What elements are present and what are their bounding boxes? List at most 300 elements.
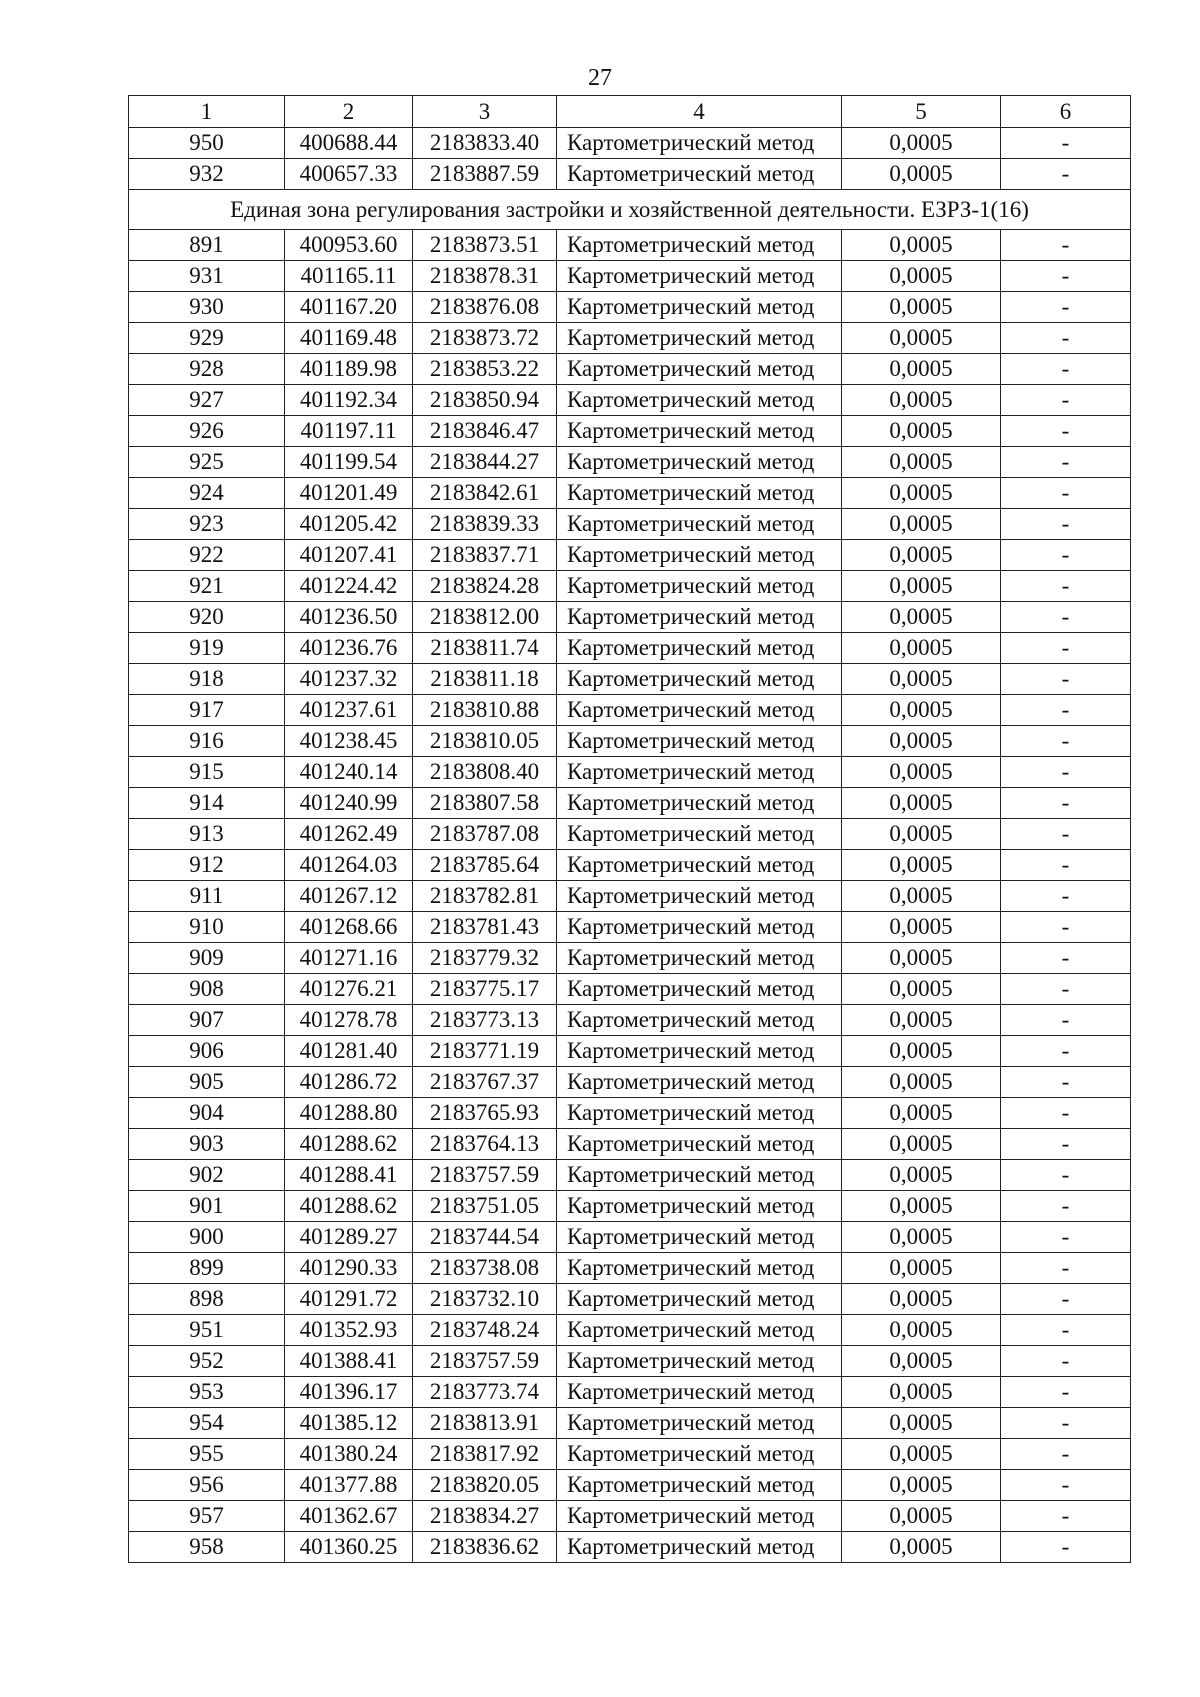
accuracy-cell: 0,0005 (842, 1129, 1001, 1160)
accuracy-cell: 0,0005 (842, 1470, 1001, 1501)
note-cell: - (1001, 881, 1131, 912)
x-coordinate-cell: 401192.34 (285, 385, 413, 416)
section-body (129, 190, 1131, 230)
y-coordinate-cell: 2183767.37 (413, 1067, 557, 1098)
note-cell: - (1001, 416, 1131, 447)
accuracy-cell: 0,0005 (842, 1377, 1001, 1408)
section-title: Единая зона регулирования застройки и хозяйственной деятельности. ЕЗРЗ-1(16) (129, 190, 1131, 230)
point-number-cell: 929 (129, 323, 285, 354)
note-cell: - (1001, 261, 1131, 292)
y-coordinate-cell: 2183765.93 (413, 1098, 557, 1129)
method-cell: Картометрический метод (557, 1129, 842, 1160)
method-cell: Картометрический метод (557, 974, 842, 1005)
table-row (129, 292, 1131, 323)
y-coordinate-cell: 2183824.28 (413, 571, 557, 602)
accuracy-cell: 0,0005 (842, 1005, 1001, 1036)
method-cell: Картометрический метод (557, 1067, 842, 1098)
method-cell: Картометрический метод (557, 261, 842, 292)
note-cell: - (1001, 974, 1131, 1005)
section-row (129, 190, 1131, 230)
x-coordinate-cell: 401205.42 (285, 509, 413, 540)
accuracy-cell: 0,0005 (842, 1036, 1001, 1067)
table-row (129, 323, 1131, 354)
method-cell: Картометрический метод (557, 416, 842, 447)
note-cell: - (1001, 540, 1131, 571)
method-cell: Картометрический метод (557, 509, 842, 540)
y-coordinate-cell: 2183757.59 (413, 1346, 557, 1377)
accuracy-cell: 0,0005 (842, 943, 1001, 974)
point-number-cell: 902 (129, 1160, 285, 1191)
note-cell: - (1001, 1315, 1131, 1346)
method-cell: Картометрический метод (557, 850, 842, 881)
y-coordinate-cell: 2183748.24 (413, 1315, 557, 1346)
note-cell: - (1001, 1191, 1131, 1222)
x-coordinate-cell: 401396.17 (285, 1377, 413, 1408)
point-number-cell: 891 (129, 230, 285, 261)
method-cell: Картометрический метод (557, 1532, 842, 1563)
y-coordinate-cell: 2183775.17 (413, 974, 557, 1005)
table-row (129, 571, 1131, 602)
note-cell: - (1001, 1005, 1131, 1036)
table-row (129, 1501, 1131, 1532)
table-row (129, 478, 1131, 509)
method-cell: Картометрический метод (557, 1160, 842, 1191)
x-coordinate-cell: 401267.12 (285, 881, 413, 912)
x-coordinate-cell: 401167.20 (285, 292, 413, 323)
point-number-cell: 919 (129, 633, 285, 664)
y-coordinate-cell: 2183811.74 (413, 633, 557, 664)
x-coordinate-cell: 401288.80 (285, 1098, 413, 1129)
header-col-4: 4 (557, 96, 842, 128)
note-cell: - (1001, 1129, 1131, 1160)
point-number-cell: 954 (129, 1408, 285, 1439)
method-cell: Картометрический метод (557, 726, 842, 757)
y-coordinate-cell: 2183839.33 (413, 509, 557, 540)
y-coordinate-cell: 2183833.40 (413, 128, 557, 159)
point-number-cell: 927 (129, 385, 285, 416)
method-cell: Картометрический метод (557, 323, 842, 354)
note-cell: - (1001, 478, 1131, 509)
x-coordinate-cell: 401189.98 (285, 354, 413, 385)
accuracy-cell: 0,0005 (842, 726, 1001, 757)
method-cell: Картометрический метод (557, 1191, 842, 1222)
table-row (129, 1284, 1131, 1315)
y-coordinate-cell: 2183837.71 (413, 540, 557, 571)
x-coordinate-cell: 401264.03 (285, 850, 413, 881)
method-cell: Картометрический метод (557, 478, 842, 509)
point-number-cell: 921 (129, 571, 285, 602)
point-number-cell: 923 (129, 509, 285, 540)
point-number-cell: 901 (129, 1191, 285, 1222)
note-cell: - (1001, 354, 1131, 385)
table-row (129, 1315, 1131, 1346)
x-coordinate-cell: 401290.33 (285, 1253, 413, 1284)
x-coordinate-cell: 401388.41 (285, 1346, 413, 1377)
note-cell: - (1001, 1408, 1131, 1439)
y-coordinate-cell: 2183842.61 (413, 478, 557, 509)
method-cell: Картометрический метод (557, 571, 842, 602)
accuracy-cell: 0,0005 (842, 323, 1001, 354)
x-coordinate-cell: 401237.32 (285, 664, 413, 695)
y-coordinate-cell: 2183810.88 (413, 695, 557, 726)
point-number-cell: 899 (129, 1253, 285, 1284)
table-row (129, 385, 1131, 416)
x-coordinate-cell: 401271.16 (285, 943, 413, 974)
y-coordinate-cell: 2183878.31 (413, 261, 557, 292)
table-row (129, 695, 1131, 726)
accuracy-cell: 0,0005 (842, 1501, 1001, 1532)
method-cell: Картометрический метод (557, 1439, 842, 1470)
y-coordinate-cell: 2183781.43 (413, 912, 557, 943)
method-cell: Картометрический метод (557, 819, 842, 850)
accuracy-cell: 0,0005 (842, 385, 1001, 416)
note-cell: - (1001, 788, 1131, 819)
y-coordinate-cell: 2183782.81 (413, 881, 557, 912)
point-number-cell: 953 (129, 1377, 285, 1408)
header-col-5: 5 (842, 96, 1001, 128)
note-cell: - (1001, 633, 1131, 664)
accuracy-cell: 0,0005 (842, 447, 1001, 478)
point-number-cell: 931 (129, 261, 285, 292)
x-coordinate-cell: 401360.25 (285, 1532, 413, 1563)
point-number-cell: 951 (129, 1315, 285, 1346)
table-row (129, 1160, 1131, 1191)
note-cell: - (1001, 1439, 1131, 1470)
note-cell: - (1001, 1222, 1131, 1253)
table-row (129, 1098, 1131, 1129)
table-row (129, 1439, 1131, 1470)
table-row (129, 159, 1131, 190)
note-cell: - (1001, 571, 1131, 602)
note-cell: - (1001, 1284, 1131, 1315)
table-row (129, 726, 1131, 757)
note-cell: - (1001, 1501, 1131, 1532)
note-cell: - (1001, 664, 1131, 695)
x-coordinate-cell: 401380.24 (285, 1439, 413, 1470)
table-row (129, 912, 1131, 943)
table-row (129, 540, 1131, 571)
accuracy-cell: 0,0005 (842, 159, 1001, 190)
x-coordinate-cell: 401352.93 (285, 1315, 413, 1346)
method-cell: Картометрический метод (557, 1098, 842, 1129)
table-row (129, 128, 1131, 159)
note-cell: - (1001, 230, 1131, 261)
note-cell: - (1001, 447, 1131, 478)
note-cell: - (1001, 1098, 1131, 1129)
note-cell: - (1001, 726, 1131, 757)
x-coordinate-cell: 401238.45 (285, 726, 413, 757)
accuracy-cell: 0,0005 (842, 912, 1001, 943)
point-number-cell: 904 (129, 1098, 285, 1129)
method-cell: Картометрический метод (557, 1346, 842, 1377)
point-number-cell: 928 (129, 354, 285, 385)
method-cell: Картометрический метод (557, 292, 842, 323)
header-col-2: 2 (285, 96, 413, 128)
note-cell: - (1001, 323, 1131, 354)
accuracy-cell: 0,0005 (842, 664, 1001, 695)
table-row (129, 416, 1131, 447)
point-number-cell: 913 (129, 819, 285, 850)
table-row (129, 757, 1131, 788)
point-number-cell: 956 (129, 1470, 285, 1501)
x-coordinate-cell: 401281.40 (285, 1036, 413, 1067)
table-header (129, 96, 1131, 128)
table-row (129, 261, 1131, 292)
accuracy-cell: 0,0005 (842, 819, 1001, 850)
x-coordinate-cell: 401288.62 (285, 1129, 413, 1160)
method-cell: Картометрический метод (557, 1253, 842, 1284)
accuracy-cell: 0,0005 (842, 695, 1001, 726)
table-body-before-section (129, 128, 1131, 190)
point-number-cell: 950 (129, 128, 285, 159)
x-coordinate-cell: 400657.33 (285, 159, 413, 190)
note-cell: - (1001, 850, 1131, 881)
table-row (129, 633, 1131, 664)
table-row (129, 1005, 1131, 1036)
accuracy-cell: 0,0005 (842, 354, 1001, 385)
accuracy-cell: 0,0005 (842, 1222, 1001, 1253)
note-cell: - (1001, 292, 1131, 323)
x-coordinate-cell: 401224.42 (285, 571, 413, 602)
point-number-cell: 957 (129, 1501, 285, 1532)
x-coordinate-cell: 400953.60 (285, 230, 413, 261)
accuracy-cell: 0,0005 (842, 1439, 1001, 1470)
method-cell: Картометрический метод (557, 1222, 842, 1253)
method-cell: Картометрический метод (557, 881, 842, 912)
x-coordinate-cell: 401278.78 (285, 1005, 413, 1036)
accuracy-cell: 0,0005 (842, 571, 1001, 602)
header-col-3: 3 (413, 96, 557, 128)
x-coordinate-cell: 401240.14 (285, 757, 413, 788)
table-row (129, 1377, 1131, 1408)
y-coordinate-cell: 2183887.59 (413, 159, 557, 190)
y-coordinate-cell: 2183771.19 (413, 1036, 557, 1067)
point-number-cell: 925 (129, 447, 285, 478)
x-coordinate-cell: 401237.61 (285, 695, 413, 726)
method-cell: Картометрический метод (557, 943, 842, 974)
method-cell: Картометрический метод (557, 664, 842, 695)
note-cell: - (1001, 1470, 1131, 1501)
note-cell: - (1001, 912, 1131, 943)
method-cell: Картометрический метод (557, 1315, 842, 1346)
accuracy-cell: 0,0005 (842, 1067, 1001, 1098)
point-number-cell: 958 (129, 1532, 285, 1563)
point-number-cell: 915 (129, 757, 285, 788)
y-coordinate-cell: 2183779.32 (413, 943, 557, 974)
x-coordinate-cell: 401362.67 (285, 1501, 413, 1532)
table-row (129, 850, 1131, 881)
point-number-cell: 909 (129, 943, 285, 974)
x-coordinate-cell: 401268.66 (285, 912, 413, 943)
y-coordinate-cell: 2183807.58 (413, 788, 557, 819)
table-row (129, 1129, 1131, 1160)
point-number-cell: 911 (129, 881, 285, 912)
accuracy-cell: 0,0005 (842, 757, 1001, 788)
accuracy-cell: 0,0005 (842, 974, 1001, 1005)
table-row (129, 1408, 1131, 1439)
point-number-cell: 907 (129, 1005, 285, 1036)
table-row (129, 230, 1131, 261)
y-coordinate-cell: 2183808.40 (413, 757, 557, 788)
method-cell: Картометрический метод (557, 385, 842, 416)
table-row (129, 664, 1131, 695)
x-coordinate-cell: 401289.27 (285, 1222, 413, 1253)
point-number-cell: 906 (129, 1036, 285, 1067)
point-number-cell: 922 (129, 540, 285, 571)
table-row (129, 1470, 1131, 1501)
accuracy-cell: 0,0005 (842, 788, 1001, 819)
x-coordinate-cell: 401288.41 (285, 1160, 413, 1191)
y-coordinate-cell: 2183744.54 (413, 1222, 557, 1253)
y-coordinate-cell: 2183846.47 (413, 416, 557, 447)
method-cell: Картометрический метод (557, 447, 842, 478)
table-body-after-section (129, 230, 1131, 1563)
method-cell: Картометрический метод (557, 602, 842, 633)
note-cell: - (1001, 1067, 1131, 1098)
y-coordinate-cell: 2183834.27 (413, 1501, 557, 1532)
method-cell: Картометрический метод (557, 540, 842, 571)
x-coordinate-cell: 401207.41 (285, 540, 413, 571)
y-coordinate-cell: 2183773.74 (413, 1377, 557, 1408)
x-coordinate-cell: 400688.44 (285, 128, 413, 159)
accuracy-cell: 0,0005 (842, 850, 1001, 881)
accuracy-cell: 0,0005 (842, 478, 1001, 509)
point-number-cell: 926 (129, 416, 285, 447)
note-cell: - (1001, 819, 1131, 850)
x-coordinate-cell: 401236.50 (285, 602, 413, 633)
x-coordinate-cell: 401385.12 (285, 1408, 413, 1439)
table-row (129, 1346, 1131, 1377)
method-cell: Картометрический метод (557, 1036, 842, 1067)
note-cell: - (1001, 1346, 1131, 1377)
accuracy-cell: 0,0005 (842, 602, 1001, 633)
y-coordinate-cell: 2183812.00 (413, 602, 557, 633)
table-row (129, 354, 1131, 385)
point-number-cell: 917 (129, 695, 285, 726)
table-row (129, 881, 1131, 912)
accuracy-cell: 0,0005 (842, 230, 1001, 261)
y-coordinate-cell: 2183817.92 (413, 1439, 557, 1470)
table-row (129, 788, 1131, 819)
page-number: 27 (588, 65, 612, 91)
accuracy-cell: 0,0005 (842, 1346, 1001, 1377)
point-number-cell: 918 (129, 664, 285, 695)
y-coordinate-cell: 2183876.08 (413, 292, 557, 323)
y-coordinate-cell: 2183738.08 (413, 1253, 557, 1284)
y-coordinate-cell: 2183810.05 (413, 726, 557, 757)
header-row (129, 96, 1131, 128)
accuracy-cell: 0,0005 (842, 1253, 1001, 1284)
point-number-cell: 910 (129, 912, 285, 943)
method-cell: Картометрический метод (557, 1377, 842, 1408)
point-number-cell: 955 (129, 1439, 285, 1470)
accuracy-cell: 0,0005 (842, 128, 1001, 159)
method-cell: Картометрический метод (557, 633, 842, 664)
method-cell: Картометрический метод (557, 788, 842, 819)
note-cell: - (1001, 695, 1131, 726)
method-cell: Картометрический метод (557, 230, 842, 261)
method-cell: Картометрический метод (557, 912, 842, 943)
x-coordinate-cell: 401201.49 (285, 478, 413, 509)
table-row (129, 819, 1131, 850)
point-number-cell: 916 (129, 726, 285, 757)
method-cell: Картометрический метод (557, 159, 842, 190)
accuracy-cell: 0,0005 (842, 1315, 1001, 1346)
method-cell: Картометрический метод (557, 1408, 842, 1439)
table-row (129, 1067, 1131, 1098)
method-cell: Картометрический метод (557, 1470, 842, 1501)
x-coordinate-cell: 401291.72 (285, 1284, 413, 1315)
y-coordinate-cell: 2183787.08 (413, 819, 557, 850)
accuracy-cell: 0,0005 (842, 416, 1001, 447)
y-coordinate-cell: 2183820.05 (413, 1470, 557, 1501)
x-coordinate-cell: 401286.72 (285, 1067, 413, 1098)
accuracy-cell: 0,0005 (842, 881, 1001, 912)
note-cell: - (1001, 1532, 1131, 1563)
table-row (129, 602, 1131, 633)
accuracy-cell: 0,0005 (842, 509, 1001, 540)
note-cell: - (1001, 602, 1131, 633)
point-number-cell: 900 (129, 1222, 285, 1253)
coordinates-table (128, 95, 1131, 1563)
x-coordinate-cell: 401197.11 (285, 416, 413, 447)
note-cell: - (1001, 1377, 1131, 1408)
y-coordinate-cell: 2183813.91 (413, 1408, 557, 1439)
table-row (129, 447, 1131, 478)
note-cell: - (1001, 509, 1131, 540)
y-coordinate-cell: 2183873.51 (413, 230, 557, 261)
y-coordinate-cell: 2183751.05 (413, 1191, 557, 1222)
method-cell: Картометрический метод (557, 1501, 842, 1532)
method-cell: Картометрический метод (557, 354, 842, 385)
note-cell: - (1001, 1253, 1131, 1284)
note-cell: - (1001, 1160, 1131, 1191)
x-coordinate-cell: 401377.88 (285, 1470, 413, 1501)
method-cell: Картометрический метод (557, 695, 842, 726)
x-coordinate-cell: 401262.49 (285, 819, 413, 850)
note-cell: - (1001, 943, 1131, 974)
table-row (129, 1222, 1131, 1253)
table-row (129, 1532, 1131, 1563)
y-coordinate-cell: 2183785.64 (413, 850, 557, 881)
x-coordinate-cell: 401169.48 (285, 323, 413, 354)
table-row (129, 943, 1131, 974)
table-row (129, 1036, 1131, 1067)
y-coordinate-cell: 2183732.10 (413, 1284, 557, 1315)
method-cell: Картометрический метод (557, 128, 842, 159)
accuracy-cell: 0,0005 (842, 1160, 1001, 1191)
accuracy-cell: 0,0005 (842, 540, 1001, 571)
header-col-6: 6 (1001, 96, 1131, 128)
note-cell: - (1001, 159, 1131, 190)
method-cell: Картометрический метод (557, 757, 842, 788)
point-number-cell: 905 (129, 1067, 285, 1098)
method-cell: Картометрический метод (557, 1284, 842, 1315)
x-coordinate-cell: 401288.62 (285, 1191, 413, 1222)
y-coordinate-cell: 2183773.13 (413, 1005, 557, 1036)
accuracy-cell: 0,0005 (842, 1532, 1001, 1563)
accuracy-cell: 0,0005 (842, 1284, 1001, 1315)
point-number-cell: 914 (129, 788, 285, 819)
note-cell: - (1001, 385, 1131, 416)
accuracy-cell: 0,0005 (842, 1098, 1001, 1129)
point-number-cell: 898 (129, 1284, 285, 1315)
x-coordinate-cell: 401199.54 (285, 447, 413, 478)
accuracy-cell: 0,0005 (842, 633, 1001, 664)
accuracy-cell: 0,0005 (842, 1408, 1001, 1439)
point-number-cell: 932 (129, 159, 285, 190)
point-number-cell: 912 (129, 850, 285, 881)
